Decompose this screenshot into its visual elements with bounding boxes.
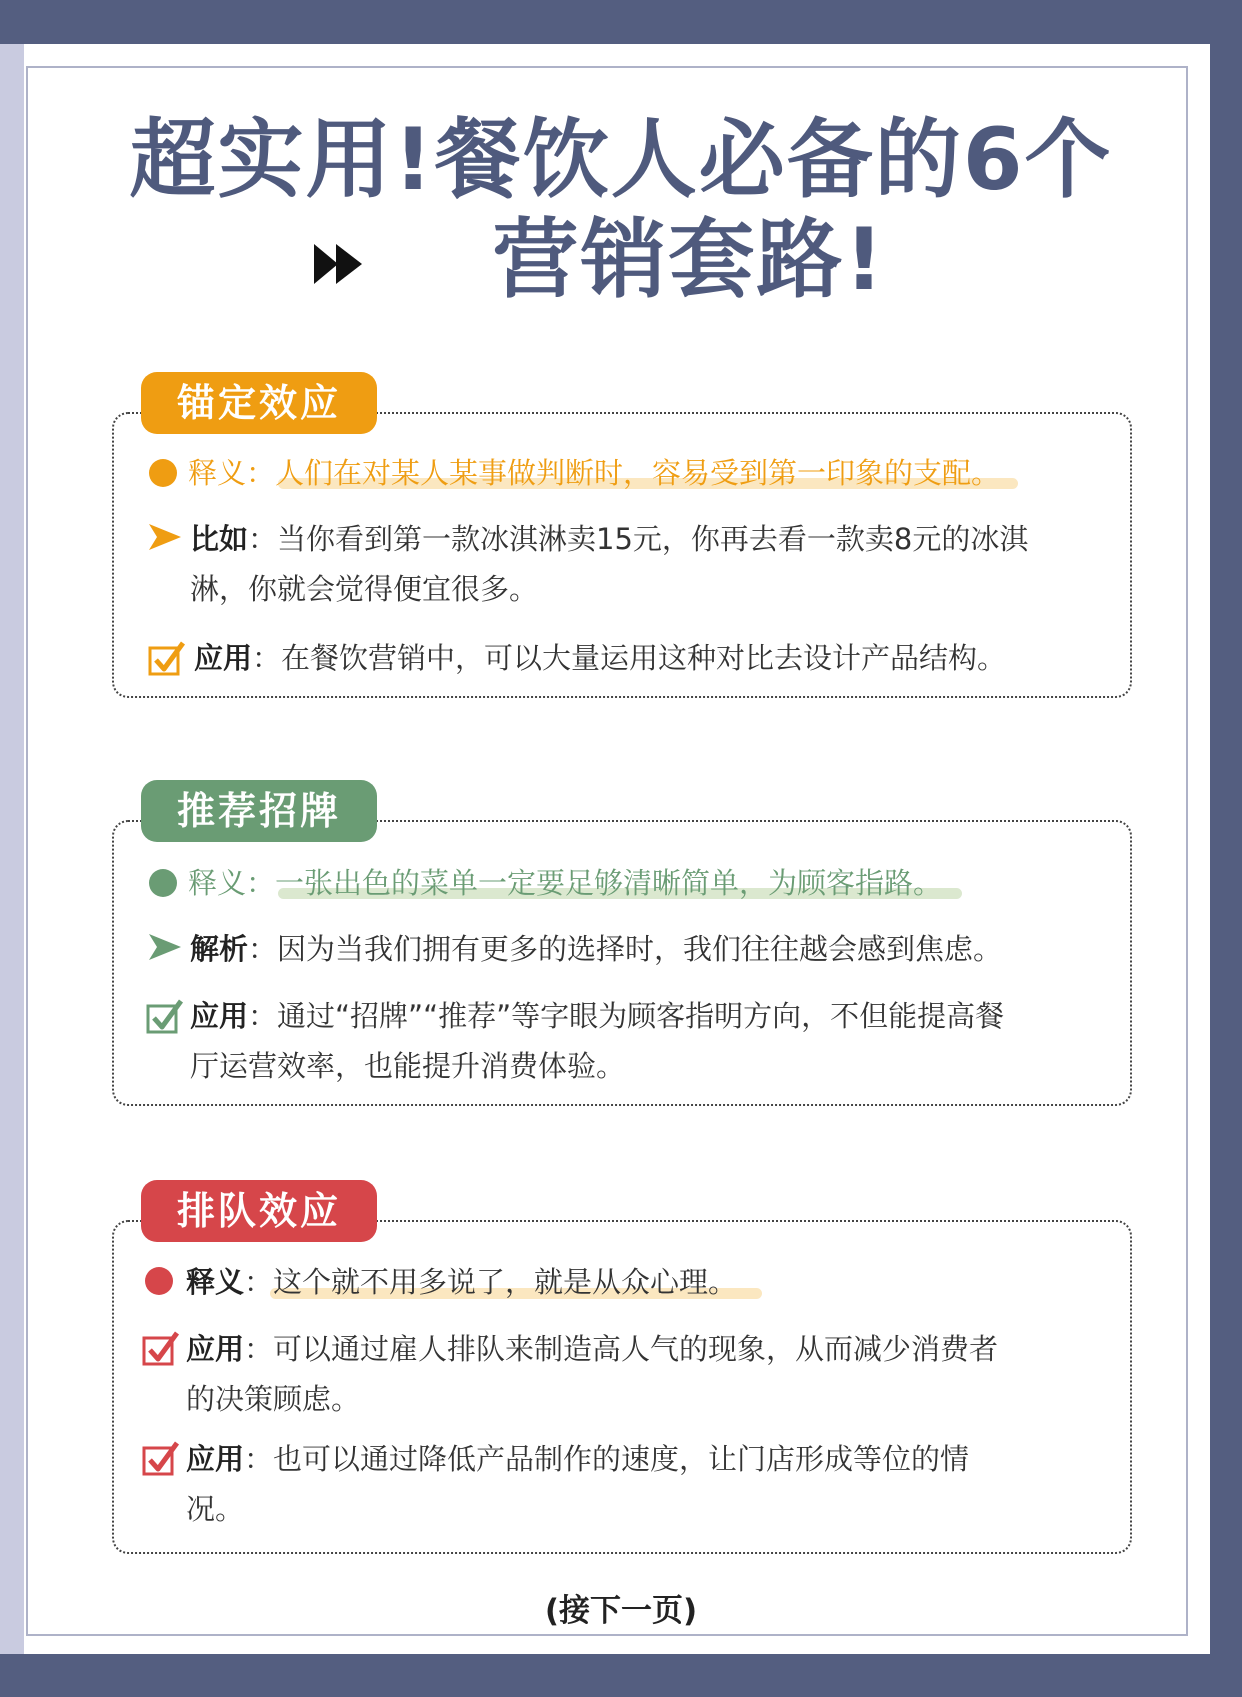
analysis-label: 解析 [190, 932, 249, 966]
definition-text: 人们在对某人某事做判断时，容易受到第一印象的支配。 [275, 456, 1001, 490]
colon: ： [244, 1332, 274, 1366]
application-text-cont: 厅运营效率，也能提升消费体验。 [190, 1049, 626, 1083]
application-row-2 [186, 1434, 969, 1484]
application-label: 应用 [194, 641, 253, 675]
section-tag-queue: 排队效应 [141, 1180, 377, 1242]
application-label: 应用 [186, 1332, 245, 1366]
definition-row [188, 858, 942, 908]
analysis-row [190, 924, 1002, 974]
dot-icon [148, 458, 178, 488]
arrow-icon [148, 932, 182, 962]
checkbox-icon [148, 640, 186, 676]
definition-row [188, 448, 1000, 498]
definition-row [186, 1257, 737, 1307]
application-text: 通过“招牌”“推荐”等字眼为顾客指明方向，不但能提高餐 [277, 999, 1005, 1033]
page-title-line2 [0, 210, 1242, 310]
page-title-line1: 超实用!餐饮人必备的6个 [129, 110, 1113, 210]
colon: ： [246, 456, 276, 490]
application-text: 在餐饮营销中，可以大量运用这种对比去设计产品结构。 [281, 641, 1007, 675]
application-row [190, 991, 1004, 1041]
next-page-note: (接下一页) [544, 1593, 698, 1629]
application-text-cont: 的决策顾虑。 [186, 1382, 361, 1416]
section-tag-anchoring: 锚定效应 [141, 372, 377, 434]
definition-label: 释义 [186, 1265, 245, 1299]
colon: ： [248, 999, 278, 1033]
application-text-cont: 况。 [186, 1492, 245, 1526]
colon: ： [246, 866, 276, 900]
example-label: 比如 [190, 522, 249, 556]
definition-text: 这个就不用多说了，就是从众心理。 [273, 1265, 738, 1299]
arrow-icon [148, 522, 182, 552]
checkbox-icon [142, 1330, 180, 1366]
colon: ： [244, 1265, 274, 1299]
colon: ： [252, 641, 282, 675]
dot-icon [148, 868, 178, 898]
application-text: 可以通过雇人排队来制造高人气的现象，从而减少消费者 [273, 1332, 999, 1366]
application-row [186, 1324, 998, 1374]
application-row [194, 633, 1006, 683]
example-text: 当你看到第一款冰淇淋卖15元，你再去看一款卖8元的冰淇 [277, 522, 1029, 556]
application-label: 应用 [186, 1442, 245, 1476]
example-row [190, 514, 1028, 564]
definition-label: 释义 [188, 866, 247, 900]
fast-forward-icon [312, 240, 364, 288]
colon: ： [248, 522, 278, 556]
page-title-line2-text: 营销套路! [492, 210, 886, 310]
colon: ： [248, 932, 278, 966]
definition-label: 释义 [188, 456, 247, 490]
checkbox-icon [146, 998, 184, 1034]
application-text: 也可以通过降低产品制作的速度，让门店形成等位的情 [273, 1442, 970, 1476]
section-tag-recommend: 推荐招牌 [141, 780, 377, 842]
dot-icon [144, 1266, 174, 1296]
checkbox-icon [142, 1440, 180, 1476]
application-label: 应用 [190, 999, 249, 1033]
example-text-cont: 淋，你就会觉得便宜很多。 [190, 572, 539, 606]
colon: ： [244, 1442, 274, 1476]
definition-text: 一张出色的菜单一定要足够清晰简单，为顾客指路。 [275, 866, 943, 900]
analysis-text: 因为当我们拥有更多的选择时，我们往往越会感到焦虑。 [277, 932, 1003, 966]
